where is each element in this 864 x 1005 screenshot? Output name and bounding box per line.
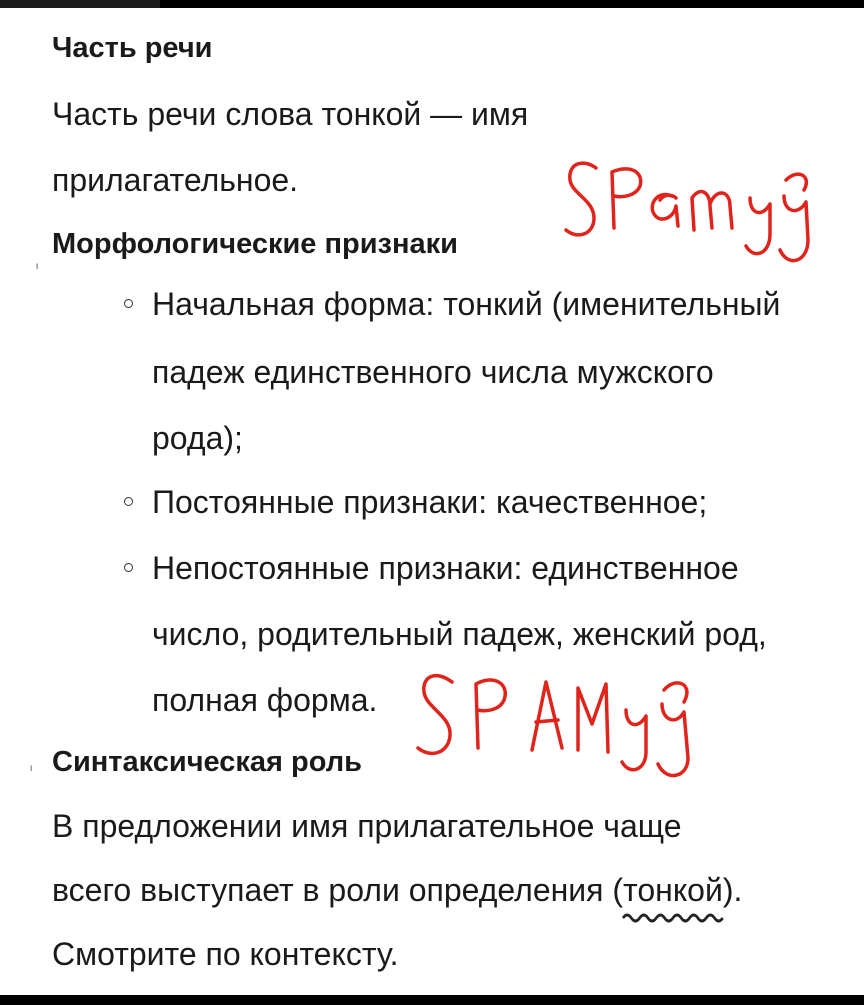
bullet-circle-icon [124,497,133,506]
spellcheck-word-text: тонкой [623,872,723,908]
top-bar [0,0,864,8]
syntax-text-line-1: В предложении имя прилагательное чаще [52,808,682,844]
list-item-line: Начальная форма: тонкий (именительный [152,286,781,322]
bullet-circle-icon [124,299,133,308]
margin-tick-mark: ι [36,261,39,272]
list-item-line: полная форма. [152,682,378,718]
bullet-circle-icon [124,563,133,572]
list-item-line: рода); [152,420,243,456]
list-item-line: число, родительный падеж, женский род, [152,616,767,652]
handwritten-spam-stamp-1 [560,150,850,275]
spellcheck-word[interactable] [623,870,723,910]
list-item-line: Постоянные признаки: качественное; [152,484,708,520]
syntax-text-line-3: Смотрите по контексту. [52,936,399,972]
pos-text-line-2: прилагательное. [52,162,299,198]
bottom-bar [0,995,864,1005]
list-item-line: падеж единственного числа мужского [152,354,714,390]
list-item-line: Непостоянные признаки: единственное [152,550,739,586]
syntax-text-line-2 [52,870,742,910]
syntax-line-2-prefix: всего выступает в роли определения ( [52,872,624,908]
section-heading-part-of-speech: Часть речи [52,32,213,64]
pos-text-line-1: Часть речи слова тонкой — имя [52,96,529,132]
section-heading-syntax: Синтаксическая роль [52,746,362,778]
top-tab-strip [0,0,160,8]
handwritten-spam-stamp-2 [412,660,712,785]
margin-tick-mark: ι [30,763,33,774]
syntax-line-2-suffix: ). [722,872,743,908]
spellcheck-squiggle-icon [623,912,723,924]
section-heading-morphology: Морфологические признаки [52,228,458,260]
